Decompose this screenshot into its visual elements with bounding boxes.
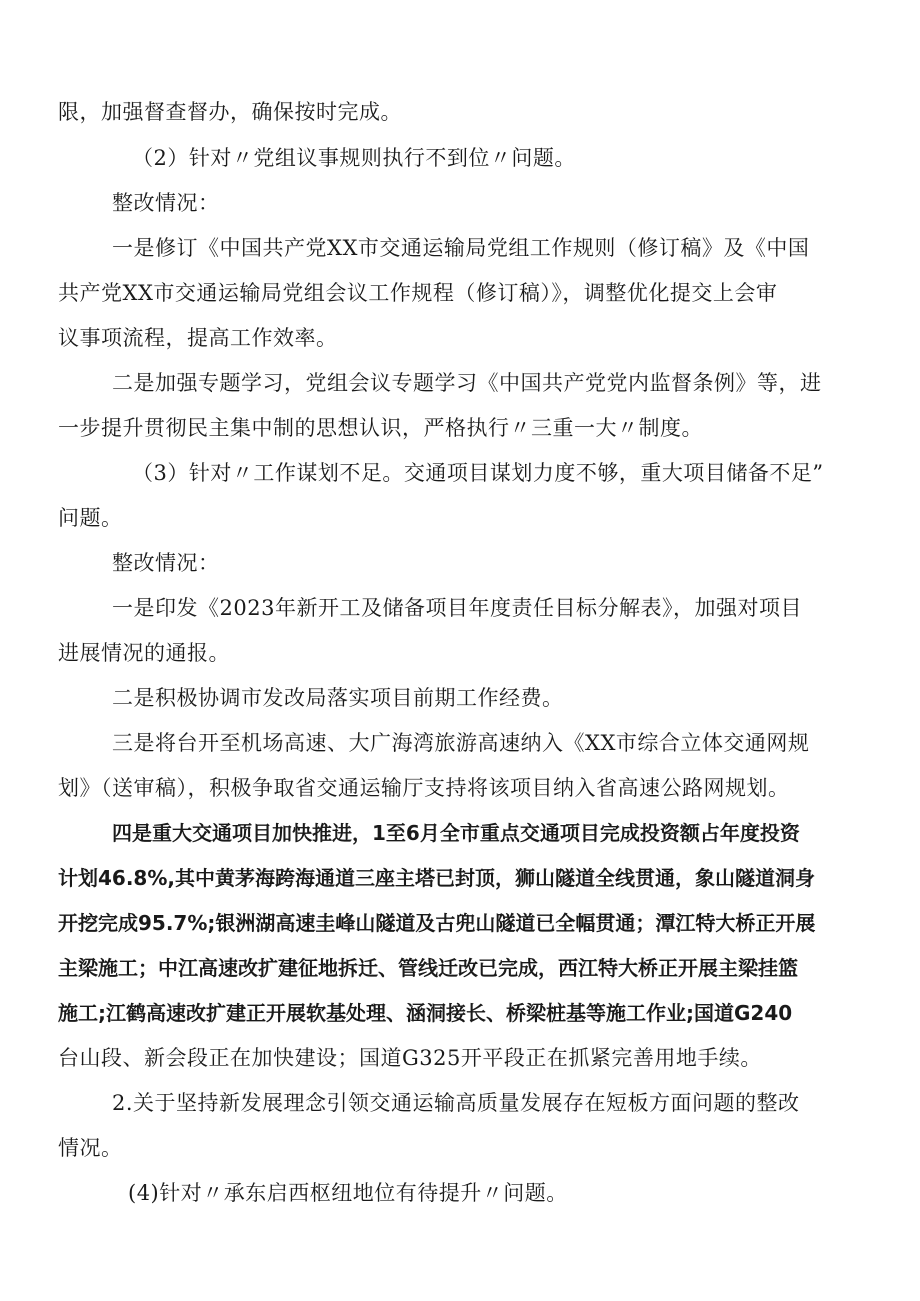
text-line: 计划46.8%,其中黄茅海跨海通道三座主塔已封顶，狮山隧道全线贯通，象山隧道洞身 <box>58 866 815 890</box>
text-line: 施工;江鹤高速改扩建正开展软基处理、涵洞接长、桥梁桩基等施工作业;国道G240 <box>58 1001 793 1025</box>
text-line: 二是加强专题学习，党组会议专题学习《中国共产党党内监督条例》等，进 <box>112 371 822 395</box>
text-line: 二是积极协调市发改局落实项目前期工作经费。 <box>112 686 564 710</box>
subsection-heading: (4)针对〃承东启西枢纽地位有待提升〃问题。 <box>128 1181 568 1205</box>
text-line: 一是修订《中国共产党XX市交通运输局党组工作规则（修订稿》及《中国 <box>112 236 810 260</box>
section-heading: 2.关于坚持新发展理念引领交通运输高质量发展存在短板方面问题的整改 <box>112 1091 800 1115</box>
text-line: 议事项流程，提高工作效率。 <box>58 326 338 350</box>
text-line: 台山段、新会段正在加快建设；国道G325开平段正在抓紧完善用地手续。 <box>58 1046 762 1070</box>
text-line: 问题。 <box>58 506 123 530</box>
subsection-heading: （2）针对〃党组议事规则执行不到位〃问题。 <box>132 146 576 170</box>
subsection-heading: （3）针对〃工作谋划不足。交通项目谋划力度不够，重大项目储备不足” <box>132 461 824 485</box>
text-line: 开挖完成95.7%;银洲湖高速圭峰山隧道及古兜山隧道已全幅贯通；潭江特大桥正开展 <box>58 911 816 935</box>
text-line: 进展情况的通报。 <box>58 641 230 665</box>
text-line: 划》（送审稿），积极争取省交通运输厅支持将该项目纳入省高速公路网规划。 <box>58 776 790 800</box>
text-line: 共产党XX市交通运输局党组会议工作规程（修订稿）》，调整优化提交上会审 <box>58 281 778 305</box>
rectification-label: 整改情况： <box>112 551 220 575</box>
text-line: 一是印发《2023年新开工及储备项目年度责任目标分解表》，加强对项目 <box>112 596 802 620</box>
text-line: 情况。 <box>58 1136 123 1160</box>
text-line: 四是重大交通项目加快推进，1至6月全市重点交通项目完成投资额占年度投资 <box>112 821 800 845</box>
text-line: 一步提升贯彻民主集中制的思想认识，严格执行〃三重一大〃制度。 <box>58 416 703 440</box>
text-line: 三是将台开至机场高速、大广海湾旅游高速纳入《XX市综合立体交通网规 <box>112 731 810 755</box>
rectification-label: 整改情况： <box>112 191 220 215</box>
text-line: 限，加强督查督办，确保按时完成。 <box>58 100 402 124</box>
text-line: 主梁施工；中江高速改扩建征地拆迁、管线迁改已完成，西江特大桥正开展主梁挂篮 <box>58 956 798 980</box>
